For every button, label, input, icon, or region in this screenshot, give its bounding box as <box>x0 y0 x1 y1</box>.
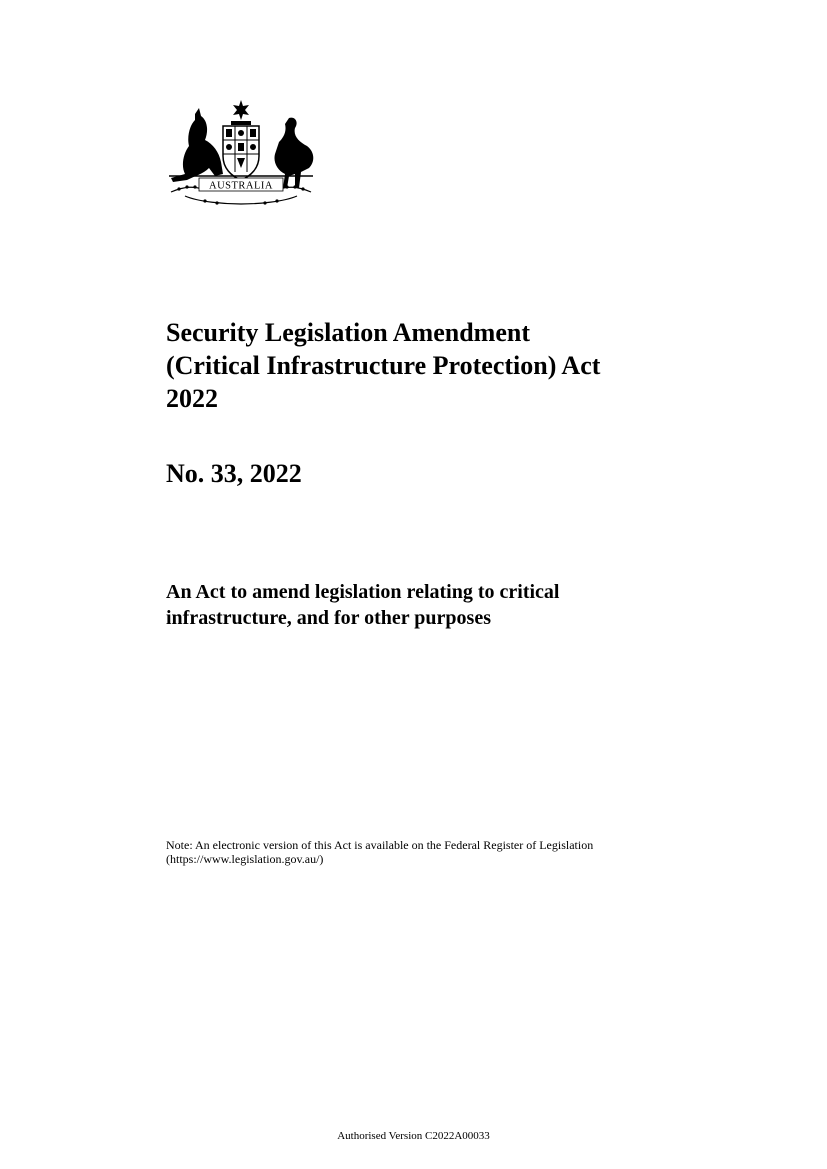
act-title-line: (Critical Infrastructure Protection) Act <box>166 351 601 380</box>
electronic-version-note <box>166 838 686 866</box>
coat-of-arms-icon <box>165 96 317 208</box>
long-title-line: infrastructure, and for other purposes <box>166 607 491 629</box>
act-title-line: Security Legislation Amendment <box>166 318 530 347</box>
long-title <box>166 579 666 631</box>
crest-motto: AUSTRALIA <box>209 180 273 192</box>
note-line: Note: An electronic version of this Act is available on the Federal Register of Legislation <box>166 838 594 852</box>
act-number: No. 33, 2022 <box>166 459 302 488</box>
note-line: (https://www.legislation.gov.au/) <box>166 852 324 866</box>
long-title-line: An Act to amend legislation relating to critical <box>166 581 560 603</box>
act-title-line: 2022 <box>166 384 218 413</box>
act-title <box>166 316 686 415</box>
authorised-version-footer: Authorised Version C2022A00033 <box>337 1130 490 1142</box>
